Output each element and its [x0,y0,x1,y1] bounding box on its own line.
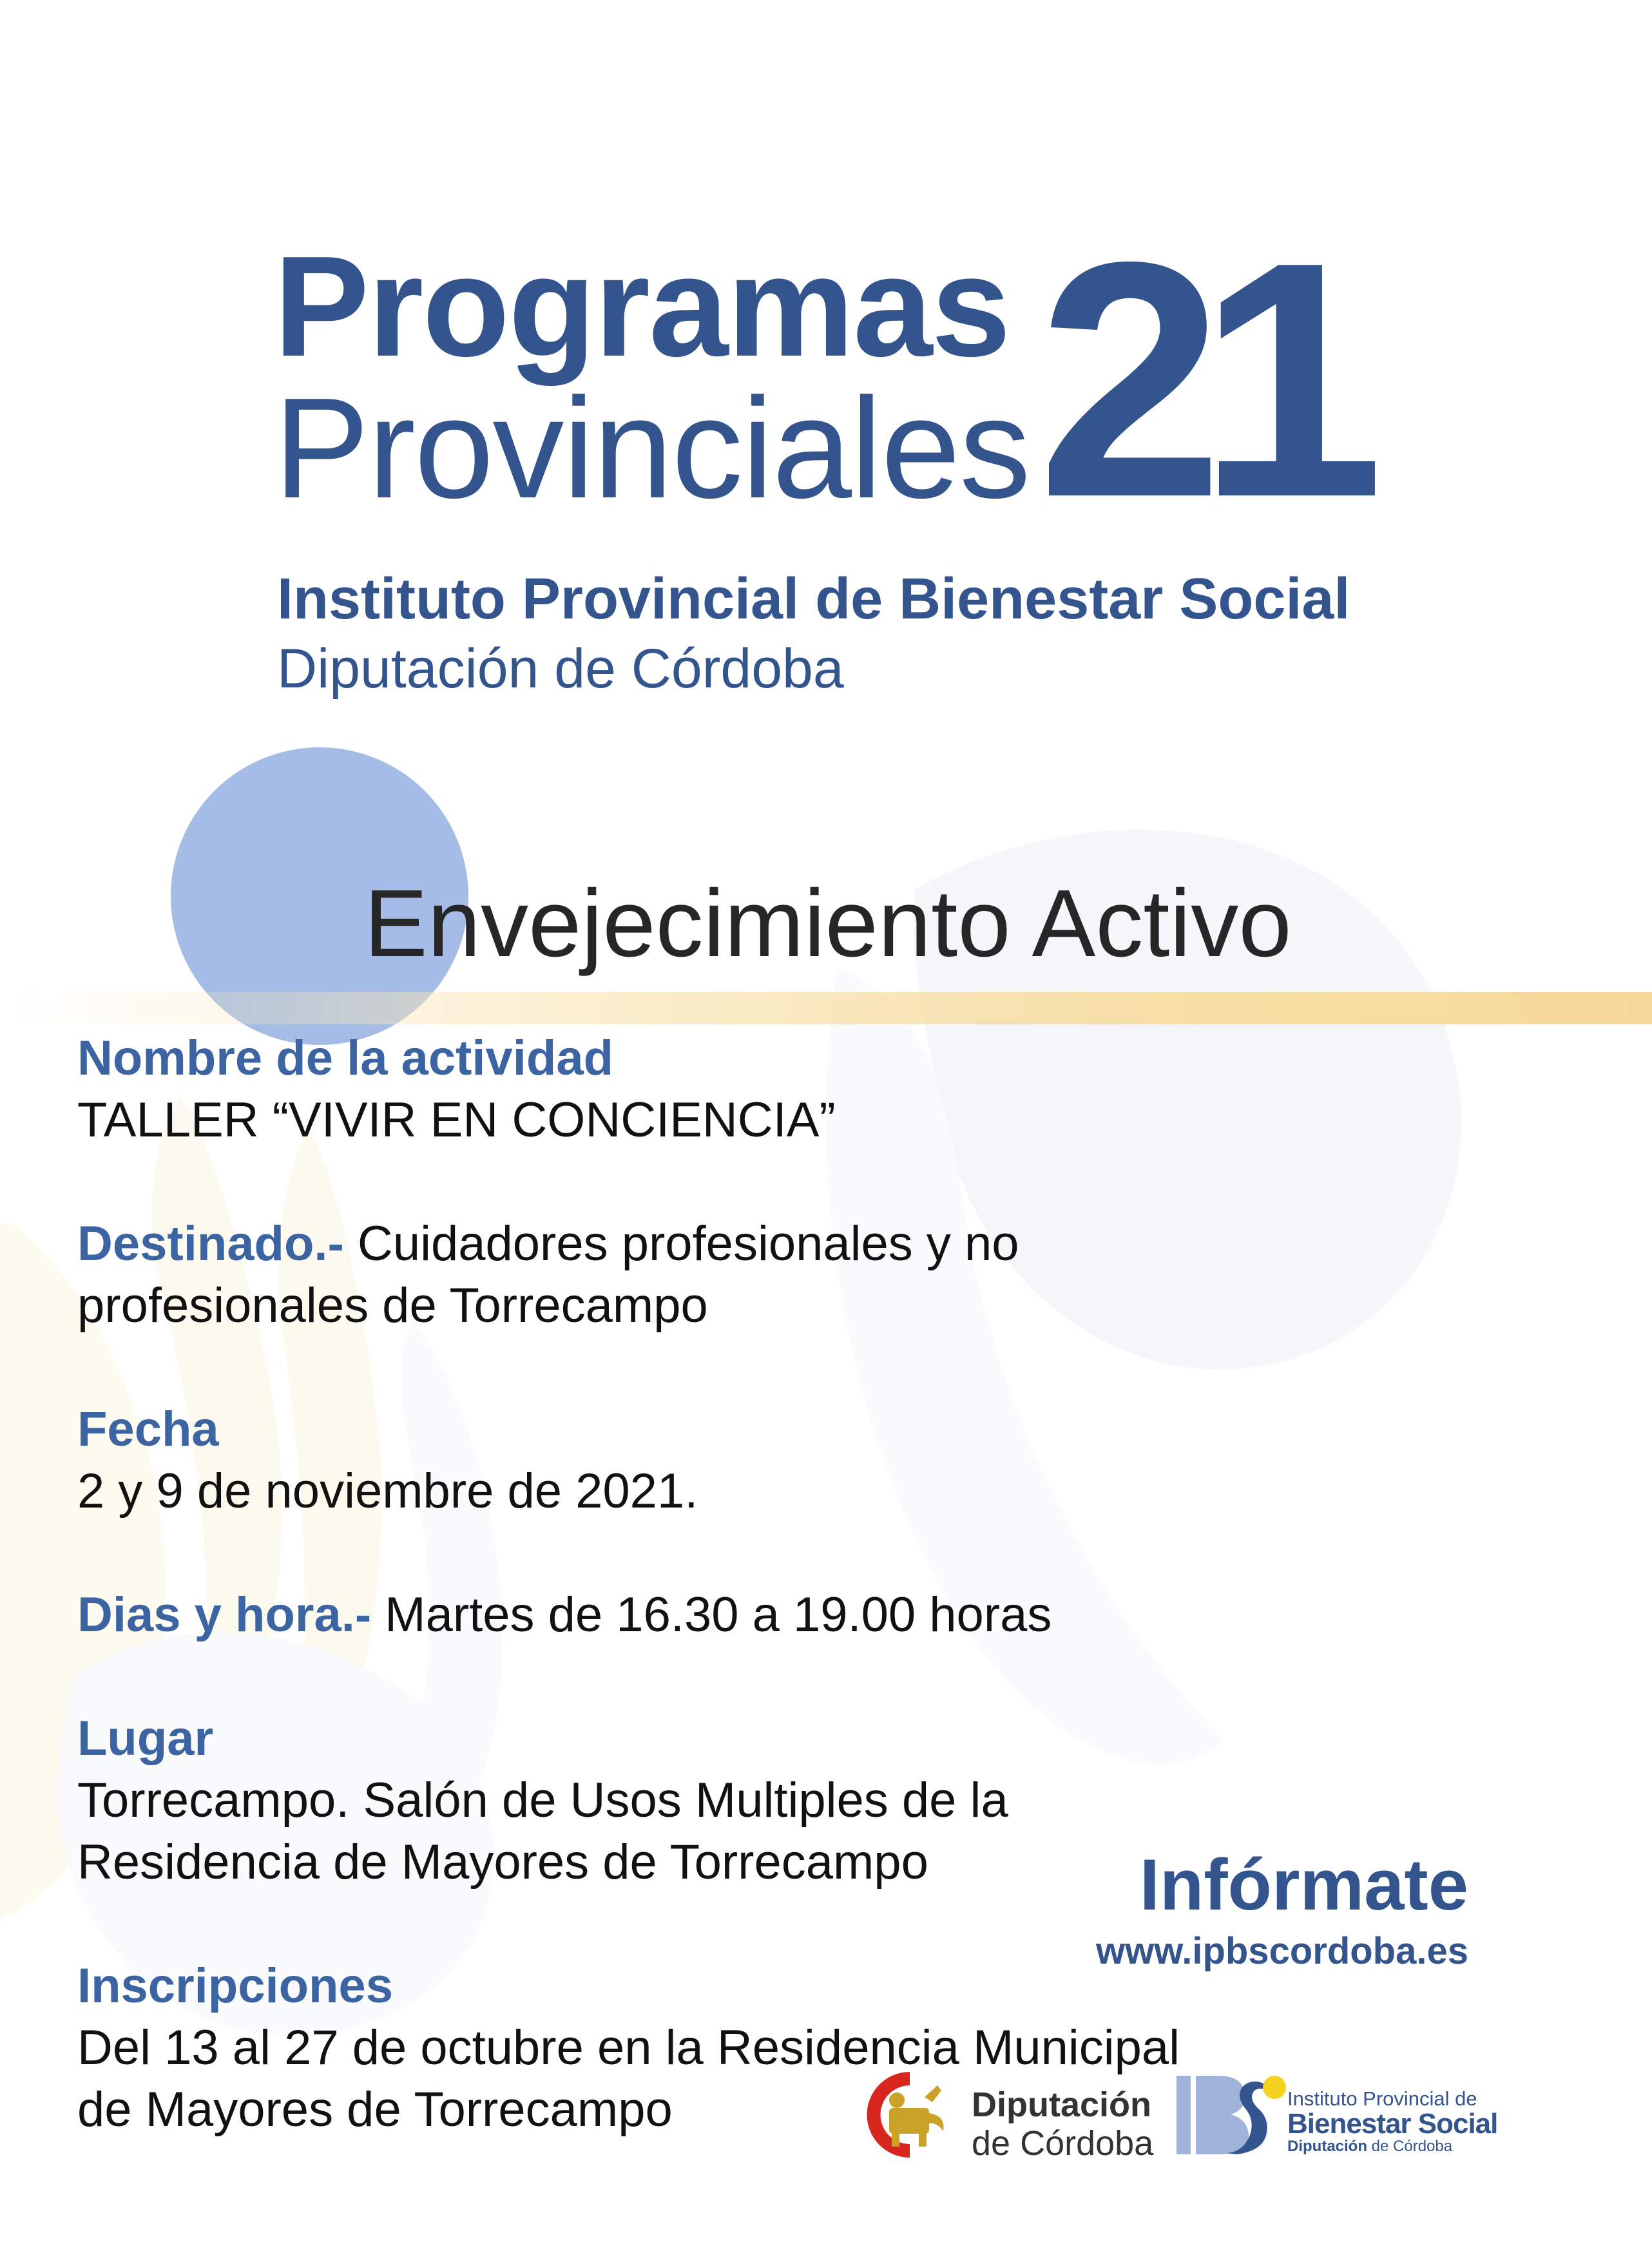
logo-programas: Programas [274,227,1010,387]
activity-label: Nombre de la actividad [77,1031,614,1086]
activity-value: TALLER “VIVIR EN CONCIENCIA” [77,1093,836,1147]
schedule-value: Martes de 16.30 a 19.00 horas [371,1587,1052,1642]
logo-year: 21 [1037,193,1359,567]
ibs-logo-line1: Instituto Provincial de [1287,2087,1477,2110]
diputacion-logo-line2: de Córdoba [972,2124,1154,2163]
program-title: Envejecimiento Activo [364,870,1292,977]
date-label: Fecha [77,1402,219,1457]
place-value-line2: Residencia de Mayores de Torrecampo [77,1835,928,1890]
target-value-line2: profesionales de Torrecampo [77,1278,708,1333]
info-title: Infórmate [1139,1844,1468,1925]
logo-provinciales: Provinciales [274,369,1030,528]
place-value-line1: Torrecampo. Salón de Usos Multiples de la [77,1773,1008,1828]
institute-subtitle: Diputación de Córdoba [277,638,844,700]
schedule-row [77,1584,1366,1646]
schedule-label: Dias y hora.- [77,1587,372,1642]
target-value: Cuidadores profesionales y no [343,1216,1019,1271]
registration-value-line2: de Mayores de Torrecampo [77,2082,673,2137]
ibs-logo-line3 [1287,2139,1452,2154]
target-row [77,1213,1366,1275]
activity-details [77,1028,1366,2141]
target-label: Destinado.- [77,1216,344,1271]
ibs-logo-line3-bold: Diputación [1287,2138,1367,2155]
registration-label: Inscripciones [77,1958,393,2013]
institute-name: Instituto Provincial de Bienestar Social [277,567,1350,631]
registration-value-line1: Del 13 al 27 de octubre en la Residencia Municipal [77,2020,1180,2075]
ibs-logo-icon [1173,2068,1289,2161]
place-label: Lugar [77,1711,214,1766]
ibs-logo-line3-rest: de Córdoba [1367,2138,1453,2155]
diputacion-logo-line1: Diputación [972,2085,1151,2124]
date-value: 2 y 9 de noviembre de 2021. [77,1464,698,1518]
decorative-band [0,992,1652,1024]
website-link[interactable]: www.ipbscordoba.es [1096,1930,1468,1972]
ibs-logo-line2: Bienestar Social [1287,2108,1498,2140]
